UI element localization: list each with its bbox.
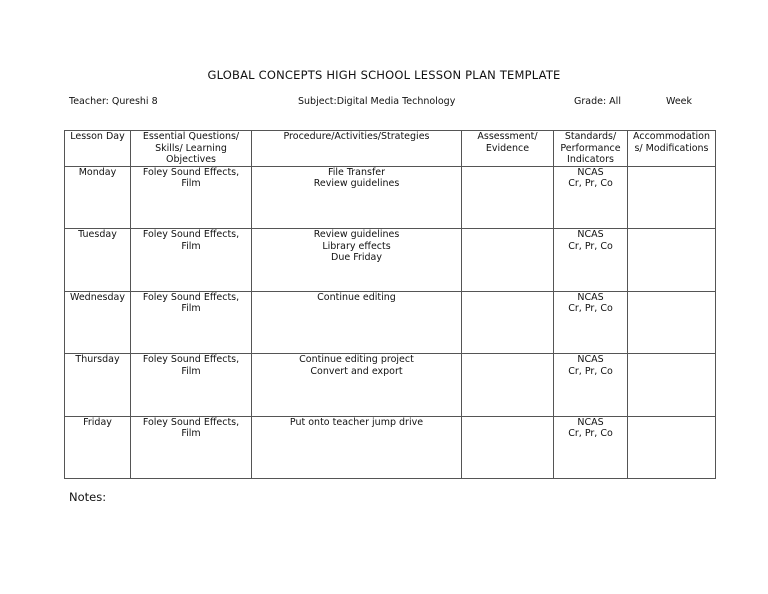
table-row	[65, 229, 716, 292]
standards-cell	[554, 291, 628, 354]
table-row	[65, 354, 716, 417]
header-objectives: Essential Questions/ Skills/ Learning Objectives	[131, 131, 252, 167]
standards-cell	[554, 354, 628, 417]
header-standards: Standards/ Performance Indicators	[554, 131, 628, 167]
procedure-line: Library effects	[322, 240, 391, 252]
day-cell: Monday	[65, 166, 131, 229]
subject-field: Subject:Digital Media Technology	[298, 96, 456, 107]
accommodations-cell	[628, 166, 716, 229]
accommodations-cell	[628, 354, 716, 417]
procedure-line: Continue editing project	[299, 354, 414, 366]
objectives-cell: Foley Sound Effects, Film	[131, 166, 252, 229]
notes-label: Notes:	[69, 490, 107, 504]
objectives-cell: Foley Sound Effects, Film	[131, 416, 252, 479]
teacher-field: Teacher: Qureshi 8	[69, 96, 158, 107]
procedure-line: Due Friday	[331, 252, 382, 264]
standards-line: Cr, Pr, Co	[568, 365, 613, 377]
standards-line: Cr, Pr, Co	[568, 303, 613, 315]
header-lesson-day: Lesson Day	[65, 131, 131, 167]
procedure-line: Convert and export	[310, 365, 403, 377]
standards-line: Cr, Pr, Co	[568, 428, 613, 440]
standards-line: Cr, Pr, Co	[568, 240, 613, 252]
standards-cell	[554, 166, 628, 229]
header-procedure: Procedure/Activities/Strategies	[252, 131, 462, 167]
assessment-cell	[462, 416, 554, 479]
assessment-cell	[462, 229, 554, 292]
objectives-cell: Foley Sound Effects, Film	[131, 291, 252, 354]
procedure-cell	[252, 229, 462, 292]
procedure-line: Review guidelines	[313, 178, 400, 189]
procedure-cell	[252, 354, 462, 417]
procedure-cell	[252, 291, 462, 354]
day-cell: Friday	[65, 416, 131, 479]
procedure-line: Put onto teacher jump drive	[289, 416, 424, 428]
assessment-cell	[462, 354, 554, 417]
standards-line: NCAS	[577, 291, 604, 303]
procedure-cell	[252, 166, 462, 229]
day-cell: Tuesday	[65, 229, 131, 292]
accommodations-cell	[628, 291, 716, 354]
accommodations-cell	[628, 416, 716, 479]
standards-line: NCAS	[577, 229, 604, 241]
header-accommodations: Accommodations/ Modifications	[628, 131, 716, 167]
standards-line: Cr, Pr, Co	[568, 178, 613, 189]
table-row	[65, 416, 716, 479]
assessment-cell	[462, 291, 554, 354]
standards-cell	[554, 416, 628, 479]
procedure-line: Continue editing	[317, 291, 396, 303]
objectives-cell: Foley Sound Effects, Film	[131, 354, 252, 417]
table-row	[65, 291, 716, 354]
table-row	[65, 166, 716, 229]
document-title: GLOBAL CONCEPTS HIGH SCHOOL LESSON PLAN TEMPLATE	[207, 68, 561, 82]
objectives-cell: Foley Sound Effects, Film	[131, 229, 252, 292]
accommodations-cell	[628, 229, 716, 292]
standards-line: NCAS	[577, 416, 604, 428]
week-field: Week	[666, 96, 693, 107]
standards-cell	[554, 229, 628, 292]
day-cell: Wednesday	[65, 291, 131, 354]
standards-line: NCAS	[577, 166, 604, 178]
standards-line: NCAS	[577, 354, 604, 366]
procedure-line: Review guidelines	[313, 229, 400, 241]
day-cell: Thursday	[65, 354, 131, 417]
procedure-line: File Transfer	[327, 166, 386, 178]
grade-field: Grade: All	[574, 96, 621, 107]
procedure-cell	[252, 416, 462, 479]
header-row	[65, 131, 716, 167]
assessment-cell	[462, 166, 554, 229]
lesson-plan-table	[64, 130, 716, 479]
header-assessment: Assessment/ Evidence	[462, 131, 554, 167]
